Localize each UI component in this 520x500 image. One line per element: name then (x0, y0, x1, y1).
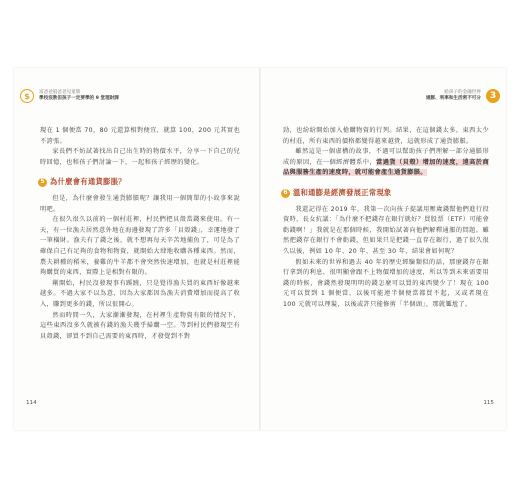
paragraph: 在很久很久以前的一個村莊裡，村民們把貝殼當錢來使用。有一天，有一位漁夫居然意外地在海邊發現了許多「貝殼錢」，幸運地發了一筆橫財。漁夫有了錢之後，就不想再每天辛苦地捕魚了，可是為了確保自己有足夠的食物和物資，就開始大肆地收購各種東西。然而，農夫耕種的稻米，養雞的牛羊都不會突然快速增加，也就是村莊裡能夠購買的東西，實際上是相對有限的。 (40, 216, 240, 277)
right-page-body (283, 126, 489, 311)
book-subtitle: 學校沒教但孩子一定要學的 9 堂理財課 (39, 96, 119, 101)
dollar-coin-icon: $ (20, 89, 34, 103)
right-header-text (426, 90, 481, 102)
highlighted-text: 當過貨（貝殼）增加的速度，遠高於商品與服務生產的速度時，就可能會產生通貨膨脹。 (283, 158, 489, 177)
section-title: 溫和通膨是經濟發展正常現象 (293, 187, 392, 197)
paragraph: 我還記得在 2019 年，我第一次向孩子提議用壓歲錢幫他們進行投資時，長女抗議：「為什麼不把錢存在銀行就好？買股票（ETF）可能會虧錢啊！」我就是在那個時候，我開始試著向他們解釋通脹的問題。雖然把錢存在銀行不會虧錢，但如果只是把錢一直存在銀行，過了很久很久以後，例如 10 年、20 年、甚至 30 年，結果會如何呢？ (283, 205, 489, 255)
paragraph: 剛開始，村民沒發現事有蹊蹺，只是覺得漁夫買的東西好像越來越多。不過大家不以為意，因為大家都因為漁夫消費增加而提高了收入，賺到更多的錢，所以很開心。 (40, 279, 240, 308)
section-number: 6 (281, 189, 290, 198)
left-running-header (20, 89, 119, 103)
book-title: 富爸爸窮爸爸兒童版 (39, 90, 81, 95)
chapter-subtitle: 通膨、利率和生活密不可分 (425, 96, 481, 101)
paragraph-text: 雖然這是一個虛構的故事，不過可以幫助孩子們理解一部分通脹形成的原因，在一個經濟體系中， (283, 148, 489, 166)
chapter-number-badge: 3 (486, 89, 500, 103)
right-page (261, 68, 506, 430)
right-running-header (426, 89, 500, 103)
section-title: 為什麼會有通貨膨脹？ (50, 177, 126, 187)
section-heading (38, 177, 240, 188)
paragraph: 然而時間一久，大家漸漸發現，在村裡生產物資有限的情況下，這些東西沒多久就被有錢的漁夫幾乎掃購一空。等到村民們發現空有貝殼錢，卻買不到自己需要的東西時，才發覺到不對 (40, 311, 240, 340)
paragraph (283, 147, 489, 179)
left-page (14, 68, 259, 430)
paragraph: 現在 1 個便當 70，80 元還算相對便宜，就算 100，200 元其實也不誇張。 (40, 127, 240, 145)
paragraph: 但是，為什麼會發生通貨膨脹呢？讓我用一個簡單的小故事來說明吧。 (40, 194, 240, 213)
page-number: 114 (26, 400, 37, 406)
paragraph: 家長們不妨試著找出自己出生時的物價水平，分享一下自己的兒時回憶，也和孩子們討論一下，一起和孩子經歷的變化。 (40, 148, 240, 166)
book-spread (14, 68, 506, 430)
chapter-title: 給孩子的金融世界 (444, 90, 481, 95)
left-page-body (40, 126, 240, 342)
paragraph: 勁，也紛紛開始加入搶購物資的行列。結果，在這個錢太多，東西太少的村莊，所有東西的價格都變得越來越貴，這就形成了通貨膨脹。 (283, 127, 489, 145)
section-number: 5 (38, 178, 47, 187)
paragraph: 假如未來的世界和過去 40 年的歷史經驗類似的話，那麼錢存在銀行拿到的利息，很明顯會跟不上物價增加的速度，所以等到未來需要用錢的時候，會錢然發現明明的錢怎麼可以買的東西變少了！現在 100 元可以買到 1 個便當，以後可能連半個便當都買不起，又或者現在 100 元就可以理髮，以後或許只能修剪「半個頭」，那就尷尬了。 (283, 258, 489, 308)
left-header-text (39, 90, 119, 102)
page-number: 115 (483, 400, 494, 406)
section-heading (281, 188, 489, 199)
